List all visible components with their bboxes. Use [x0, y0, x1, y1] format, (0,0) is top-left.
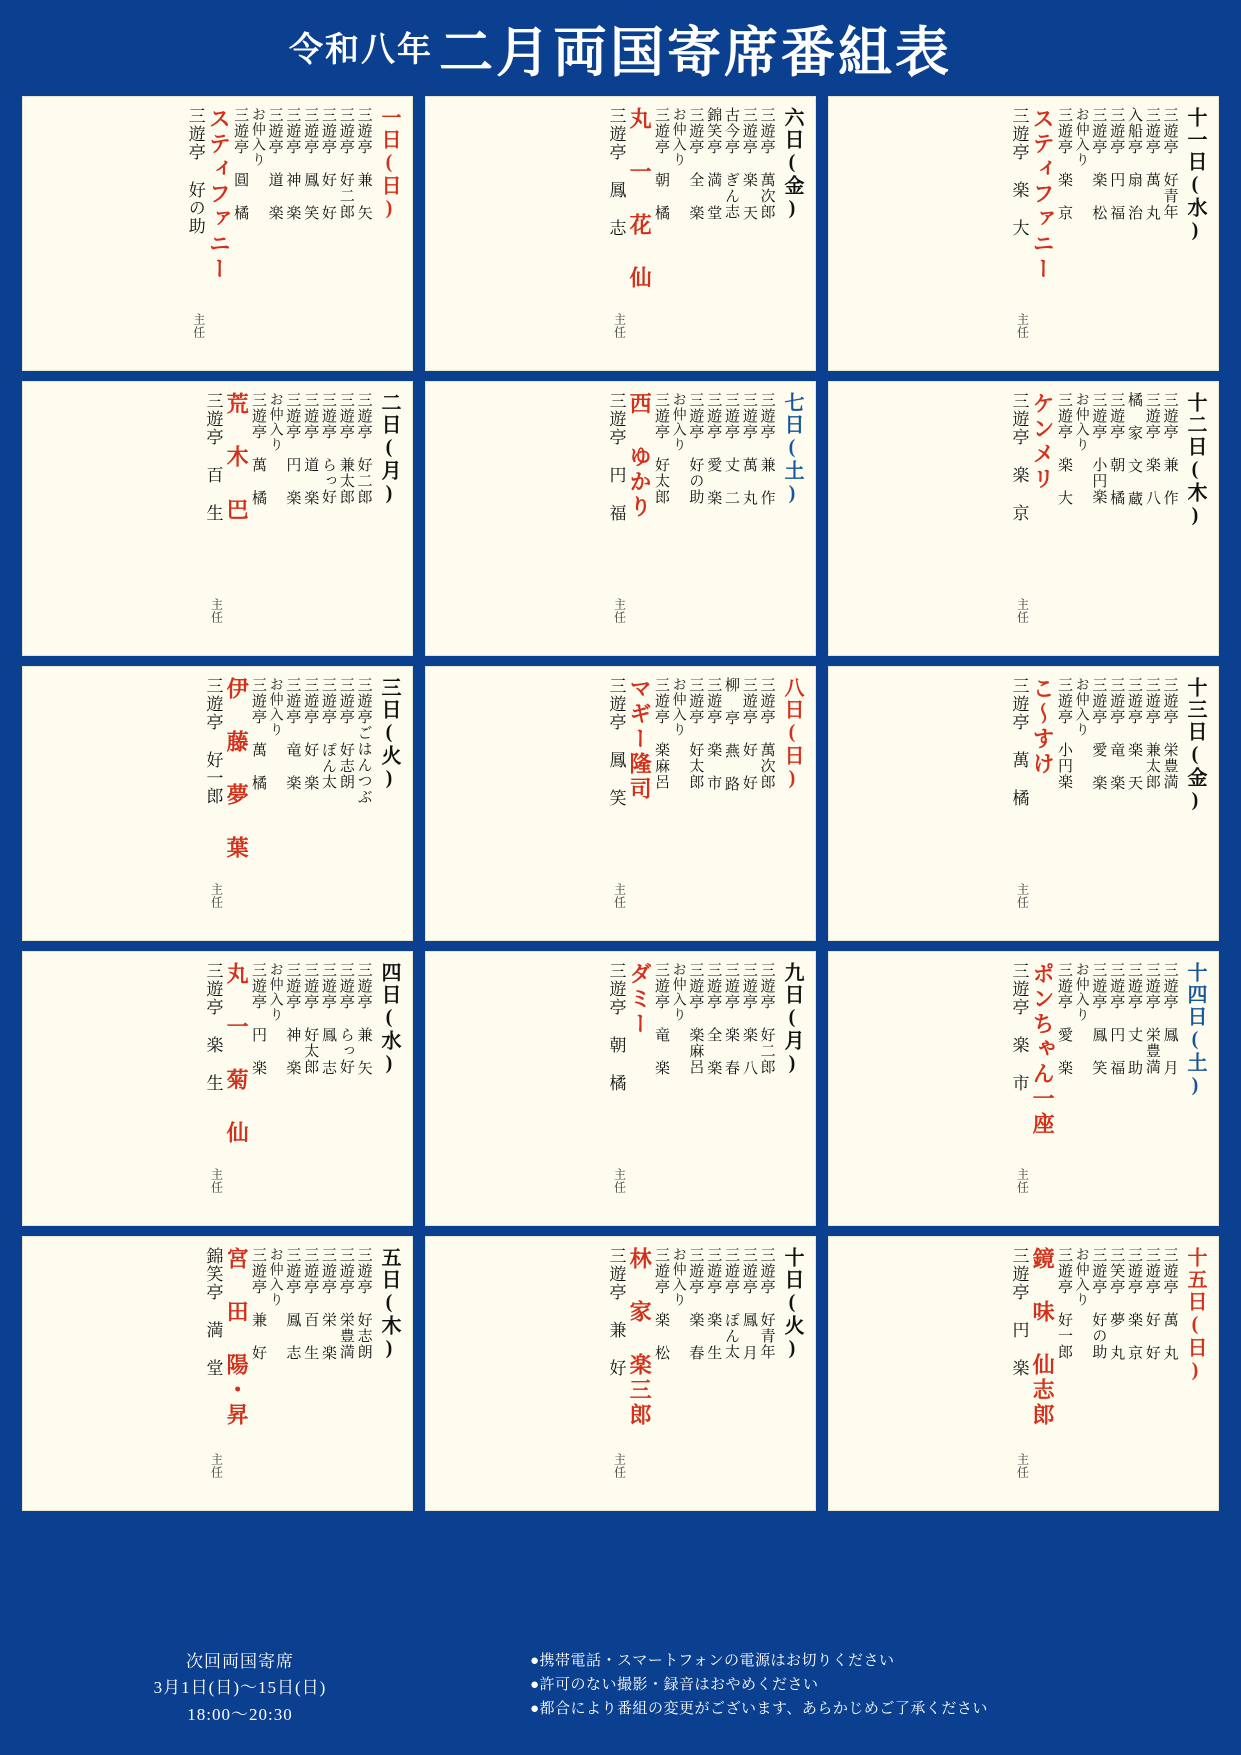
performer-name: 三遊亭 好の助	[1090, 1247, 1107, 1360]
performer-name: 三遊亭 愛 楽	[1055, 962, 1072, 1076]
day-card[interactable]	[828, 381, 1219, 656]
performer-name: 三遊亭 好太郎	[687, 677, 704, 790]
headliner-group	[203, 677, 223, 932]
headliner-group	[1009, 962, 1029, 1217]
title-era: 令和八年	[289, 31, 433, 69]
day-card[interactable]	[22, 951, 413, 1226]
performer-name: 三遊亭 好太郎	[652, 392, 669, 505]
performer-name: 三遊亭 楽 松	[652, 1247, 669, 1361]
schedule-grid	[0, 96, 1241, 1511]
performer-name: 三遊亭 らっ好	[320, 392, 337, 505]
performer-name: 三遊亭 萬次郎	[758, 677, 775, 790]
performer-name: 三遊亭 朝 橘	[1108, 392, 1125, 506]
guest-act-name: ケンメリ	[1030, 392, 1056, 492]
headliner-label: 主任	[1015, 1453, 1030, 1480]
headliner-name: 三遊亭 萬 橘	[1009, 677, 1029, 807]
day-date: 十一日(水)	[1184, 107, 1206, 243]
performer-name: 三遊亭 丈 二	[723, 392, 740, 506]
performer-name: 三遊亭 鳳 志	[320, 962, 337, 1076]
performer-name: 三遊亭 萬 橘	[249, 677, 266, 791]
intermission-label: お仲入り	[267, 392, 283, 452]
headliner-name: 三遊亭 朝 橘	[606, 962, 626, 1092]
intermission-label: お仲入り	[1073, 962, 1089, 1022]
headliner-group	[606, 107, 626, 362]
performer-name: 三遊亭 愛 楽	[1090, 677, 1107, 791]
guest-act-name: 丸 一 菊 仙	[224, 962, 250, 1146]
performer-name: 三遊亭 萬 橘	[249, 392, 266, 506]
performer-name: 三遊亭 鳳 月	[1161, 962, 1178, 1076]
performer-name: 三遊亭 楽 京	[1055, 107, 1072, 221]
notices	[450, 1649, 1211, 1721]
headliner-group	[1009, 107, 1029, 362]
intermission-label: お仲入り	[1073, 677, 1089, 737]
intermission-label: お仲入り	[1073, 1247, 1089, 1307]
day-date: 九日(月)	[781, 962, 803, 1076]
performer-name: 三遊亭 好二郎	[337, 107, 354, 220]
performer-name: 三遊亭 円 福	[1108, 962, 1125, 1076]
performer-name: 三遊亭 楽麻呂	[652, 677, 669, 790]
performer-name: 三遊亭 好青年	[758, 1247, 775, 1360]
performer-name: 三遊亭 全 楽	[687, 107, 704, 221]
headliner-label: 主任	[1015, 883, 1030, 910]
performer-name: 三遊亭 楽 天	[740, 107, 757, 221]
day-date: 八日(日)	[781, 677, 803, 791]
day-date: 六日(金)	[781, 107, 803, 221]
performer-name: 三遊亭ごはんつぶ	[355, 677, 372, 805]
performer-name: 古今亭 ぎん志	[723, 107, 740, 220]
performer-name: 三遊亭 兼 好	[249, 1247, 266, 1361]
performer-name: 錦笑亭 満 堂	[705, 107, 722, 221]
day-card[interactable]	[22, 96, 413, 371]
poster-footer	[0, 1641, 1241, 1749]
headliner-name: 三遊亭 円 福	[606, 392, 626, 522]
guest-act-name: 鏡 味 仙志郎	[1030, 1247, 1056, 1428]
intermission-label: お仲入り	[1073, 107, 1089, 167]
performer-name: 三遊亭 愛 楽	[705, 392, 722, 506]
performer-name: 三遊亭 楽 京	[1126, 1247, 1143, 1361]
next-show-info	[30, 1649, 450, 1728]
performer-name: 三遊亭 ぽん太	[723, 1247, 740, 1360]
notice-item: ●許可のない撮影・録音はおやめください	[530, 1677, 819, 1693]
performer-name: 三遊亭 兼 作	[758, 392, 775, 506]
headliner-label: 主任	[209, 598, 224, 625]
headliner-name: 三遊亭 好の助	[185, 107, 205, 235]
headliner-label: 主任	[209, 883, 224, 910]
performer-name: 三遊亭 楽 大	[1055, 392, 1072, 506]
performer-name: 三笑亭 夢 丸	[1108, 1247, 1125, 1361]
performer-name: 三遊亭 らっ好	[337, 962, 354, 1075]
headliner-name: 三遊亭 兼 好	[606, 1247, 626, 1377]
performer-name: 三遊亭 好 好	[740, 677, 757, 791]
performer-name: 三遊亭 好 好	[1143, 1247, 1160, 1361]
performer-name: 三遊亭 好太郎	[302, 962, 319, 1075]
performer-name: 三遊亭 兼太郎	[337, 392, 354, 505]
performer-name: 三遊亭 全 楽	[705, 962, 722, 1076]
title-main: 二月両国寄席番組表	[439, 22, 952, 83]
guest-act-name: スティファニー	[206, 107, 232, 282]
performer-name: 三遊亭 好二郎	[355, 392, 372, 505]
headliner-label: 主任	[612, 883, 627, 910]
performer-name: 三遊亭 楽 松	[1090, 107, 1107, 221]
headliner-name: 三遊亭 好一郎	[203, 677, 223, 805]
day-date: 四日(水)	[378, 962, 400, 1076]
performer-name: 三遊亭 好青年	[1161, 107, 1178, 220]
performer-name: 三遊亭 萬 丸	[1161, 1247, 1178, 1361]
notice-item: ●都合により番組の変更がございます、あらかじめご了承ください	[530, 1701, 988, 1717]
day-card[interactable]	[828, 96, 1219, 371]
headliner-name: 三遊亭 百 生	[203, 392, 223, 522]
day-card[interactable]	[22, 1236, 413, 1511]
guest-act-name: 伊 藤 夢 葉	[224, 677, 250, 861]
day-card[interactable]	[425, 1236, 816, 1511]
headliner-group	[606, 392, 626, 647]
performer-name: 三遊亭 兼太郎	[1143, 677, 1160, 790]
guest-act-name: 西 ゆかり	[627, 392, 653, 520]
performer-name: 三遊亭 好の助	[687, 392, 704, 505]
day-card[interactable]	[425, 951, 816, 1226]
performer-name: 三遊亭 楽 市	[705, 677, 722, 791]
performer-name: 三遊亭 楽 天	[1126, 677, 1143, 791]
intermission-label: お仲入り	[1073, 392, 1089, 452]
day-date: 七日(土)	[781, 392, 803, 506]
headliner-name: 錦笑亭 満 堂	[203, 1247, 223, 1377]
performer-name: 三遊亭 楽麻呂	[687, 962, 704, 1075]
performer-name: 三遊亭 楽 生	[705, 1247, 722, 1361]
headliner-label: 主任	[1015, 598, 1030, 625]
performer-name: 三遊亭 円 楽	[249, 962, 266, 1076]
intermission-label: お仲入り	[267, 962, 283, 1022]
headliner-label: 主任	[612, 598, 627, 625]
headliner-label: 主任	[1015, 313, 1030, 340]
headliner-group	[185, 107, 205, 362]
headliner-label: 主任	[209, 1453, 224, 1480]
headliner-name: 三遊亭 楽 市	[1009, 962, 1029, 1092]
performer-name: 三遊亭 円 福	[1108, 107, 1125, 221]
day-date: 三日(火)	[378, 677, 400, 791]
performer-name: 三遊亭 兼 作	[1161, 392, 1178, 506]
performer-name: 三遊亭 丈 助	[1126, 962, 1143, 1076]
headliner-name: 三遊亭 鳳 志	[606, 107, 626, 237]
performer-name: 三遊亭 ぽん太	[320, 677, 337, 790]
performer-name: 三遊亭 好二郎	[758, 962, 775, 1075]
performer-name: 三遊亭 鳳 月	[740, 1247, 757, 1361]
headliner-label: 主任	[1015, 1168, 1030, 1195]
next-show-time: 18:00〜20:30	[187, 1704, 293, 1724]
performer-name: 三遊亭 神 楽	[284, 962, 301, 1076]
guest-act-name: 林 家 楽三郎	[627, 1247, 653, 1428]
headliner-group	[203, 1247, 223, 1502]
performer-name: 三遊亭 好志朗	[337, 677, 354, 790]
performer-name: 三遊亭 鳳 志	[284, 1247, 301, 1361]
performer-name: 三遊亭 楽 春	[687, 1247, 704, 1361]
intermission-label: お仲入り	[267, 677, 283, 737]
headliner-group	[606, 1247, 626, 1502]
intermission-label: お仲入り	[249, 107, 265, 167]
performer-name: 三遊亭 兼 矢	[355, 962, 372, 1076]
day-date: 一日(日)	[378, 107, 400, 221]
guest-act-name: マギー隆司	[627, 677, 653, 802]
performer-name: 橘 家 文 蔵	[1126, 392, 1143, 507]
headliner-group	[203, 392, 223, 647]
day-card[interactable]	[828, 666, 1219, 941]
poster-title	[0, 0, 1241, 96]
intermission-label: お仲入り	[670, 392, 686, 452]
day-date: 五日(木)	[378, 1247, 400, 1361]
guest-act-name: ポンちゃん一座	[1030, 962, 1056, 1137]
performer-name: 三遊亭 小円楽	[1055, 677, 1072, 790]
performer-name: 三遊亭 栄豊満	[337, 1247, 354, 1360]
headliner-label: 主任	[612, 1168, 627, 1195]
performer-name: 三遊亭 朝 橘	[652, 107, 669, 221]
performer-name: 三遊亭 栄豊満	[1143, 962, 1160, 1075]
headliner-group	[606, 962, 626, 1217]
guest-act-name: ダミー	[627, 962, 653, 1037]
headliner-name: 三遊亭 円 楽	[1009, 1247, 1029, 1377]
day-date: 十四日(土)	[1184, 962, 1206, 1098]
intermission-label: お仲入り	[670, 677, 686, 737]
headliner-name: 三遊亭 楽 生	[203, 962, 223, 1092]
notice-item: ●携帯電話・スマートフォンの電源はお切りください	[530, 1653, 895, 1669]
day-card[interactable]	[22, 381, 413, 656]
performer-name: 三遊亭 好 楽	[302, 677, 319, 791]
intermission-label: お仲入り	[670, 962, 686, 1022]
performer-name: 三遊亭 竜 楽	[652, 962, 669, 1076]
performer-name: 三遊亭 小円楽	[1090, 392, 1107, 505]
headliner-name: 三遊亭 楽 大	[1009, 107, 1029, 237]
guest-act-name: スティファニー	[1030, 107, 1056, 282]
day-card[interactable]	[22, 666, 413, 941]
guest-act-name: 荒 木 巴	[224, 392, 250, 523]
headliner-name: 三遊亭 楽 京	[1009, 392, 1029, 522]
performer-name: 三遊亭 兼 矢	[355, 107, 372, 221]
performer-name: 三遊亭 楽 八	[740, 962, 757, 1076]
headliner-label: 主任	[612, 313, 627, 340]
day-date: 十二日(木)	[1184, 392, 1206, 528]
performer-name: 三遊亭 萬次郎	[758, 107, 775, 220]
performer-name: 三遊亭 鳳 笑	[302, 107, 319, 221]
performer-name: 三遊亭 円 楽	[284, 392, 301, 506]
headliner-label: 主任	[209, 1168, 224, 1195]
day-date: 十三日(金)	[1184, 677, 1206, 813]
guest-act-name: 宮 田 陽・昇	[224, 1247, 250, 1428]
intermission-label: お仲入り	[267, 1247, 283, 1307]
guest-act-name: 丸 一 花 仙	[627, 107, 653, 291]
headliner-group	[1009, 392, 1029, 647]
headliner-label: 主任	[612, 1453, 627, 1480]
day-date: 十五日(日)	[1184, 1247, 1206, 1383]
guest-act-name: こ～すけ	[1030, 677, 1056, 777]
headliner-group	[606, 677, 626, 932]
headliner-group	[1009, 1247, 1029, 1502]
performer-name: 三遊亭 道 楽	[302, 392, 319, 506]
performer-name: 柳 亭 燕 路	[723, 677, 740, 792]
performer-name: 入船亭 扇 治	[1126, 107, 1143, 221]
performer-name: 三遊亭 竜 楽	[1108, 677, 1125, 791]
performer-name: 三遊亭 道 楽	[266, 107, 283, 221]
intermission-label: お仲入り	[670, 107, 686, 167]
performer-name: 三遊亭 百 生	[302, 1247, 319, 1361]
performer-name: 三遊亭 圓 橘	[232, 107, 249, 221]
intermission-label: お仲入り	[670, 1247, 686, 1307]
performer-name: 三遊亭 栄 楽	[320, 1247, 337, 1361]
headliner-group	[1009, 677, 1029, 932]
next-show-title: 次回両国寄席	[186, 1652, 294, 1671]
day-card[interactable]	[425, 666, 816, 941]
day-card[interactable]	[828, 1236, 1219, 1511]
performer-name: 三遊亭 鳳 笑	[1090, 962, 1107, 1076]
performer-name: 三遊亭 好志朗	[355, 1247, 372, 1360]
performer-name: 三遊亭 萬 丸	[740, 392, 757, 506]
day-card[interactable]	[425, 96, 816, 371]
day-date: 十日(火)	[781, 1247, 803, 1361]
performer-name: 三遊亭 栄豊満	[1161, 677, 1178, 790]
performer-name: 三遊亭 神 楽	[284, 107, 301, 221]
next-show-dates: 3月1日(日)〜15日(日)	[153, 1678, 327, 1698]
day-card[interactable]	[425, 381, 816, 656]
day-date: 二日(月)	[378, 392, 400, 506]
headliner-label: 主任	[191, 313, 206, 340]
performer-name: 三遊亭 楽 春	[723, 962, 740, 1076]
headliner-group	[203, 962, 223, 1217]
day-card[interactable]	[828, 951, 1219, 1226]
performer-name: 三遊亭 萬 丸	[1143, 107, 1160, 221]
headliner-name: 三遊亭 鳳 笑	[606, 677, 626, 807]
performer-name: 三遊亭 好一郎	[1055, 1247, 1072, 1360]
performer-name: 三遊亭 楽 八	[1143, 392, 1160, 506]
performer-name: 三遊亭 竜 楽	[284, 677, 301, 791]
performer-name: 三遊亭 好 好	[320, 107, 337, 221]
